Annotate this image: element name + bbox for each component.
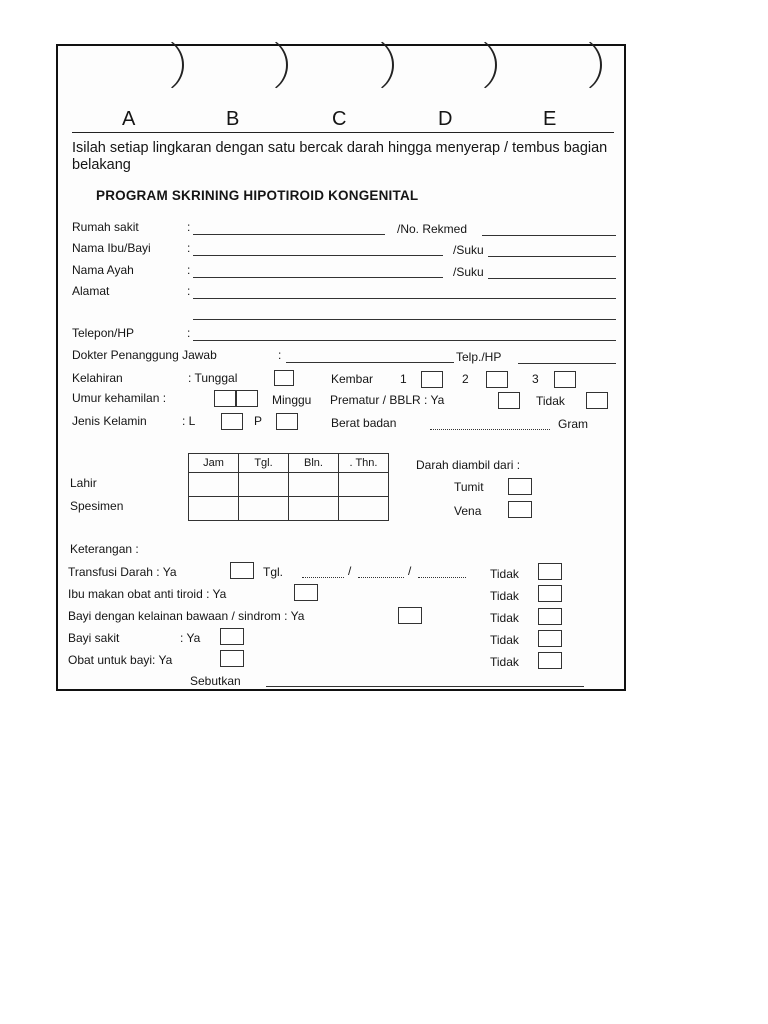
label-lahir: Lahir xyxy=(70,476,97,490)
table-header: Jam xyxy=(189,454,239,473)
label-prematur-tidak: Tidak xyxy=(536,394,565,408)
blood-spot-circle-c[interactable] xyxy=(348,36,394,94)
field-transfusi-thn[interactable] xyxy=(418,577,466,578)
label-bawaan-tidak: Tidak xyxy=(490,611,519,625)
header-divider xyxy=(72,132,614,133)
label-no-rekmed: /No. Rekmed xyxy=(397,222,468,236)
label-tunggal: : Tunggal xyxy=(188,371,238,385)
label-bayi-sakit: Bayi sakit xyxy=(68,631,120,645)
field-telp-hp[interactable] xyxy=(518,363,616,364)
checkbox-p[interactable] xyxy=(276,413,298,430)
label-obat-anti-tiroid: Ibu makan obat anti tiroid : Ya xyxy=(68,587,227,601)
checkbox-obat-tiroid-ya[interactable] xyxy=(294,584,318,601)
label-berat-badan: Berat badan xyxy=(331,416,397,430)
input-umur-digit-1[interactable] xyxy=(214,390,236,407)
instruction-text: Isilah setiap lingkaran dengan satu bercak darah hingga menyerap / tembus bagian belakang xyxy=(72,140,608,173)
label-jenis-kelamin: Jenis Kelamin xyxy=(72,414,147,428)
label-obat-bayi-tidak: Tidak xyxy=(490,655,519,669)
lahir-tgl-cell[interactable] xyxy=(239,473,289,497)
label-alamat: Alamat xyxy=(72,284,110,298)
field-suku-1[interactable] xyxy=(488,256,616,257)
label-kelainan-bawaan: Bayi dengan kelainan bawaan / sindrom : Ya xyxy=(68,609,305,623)
spesimen-thn-cell[interactable] xyxy=(339,497,389,521)
checkbox-transfusi-ya[interactable] xyxy=(230,562,254,579)
field-telepon[interactable] xyxy=(193,340,616,341)
screening-form-card: A B C D E Isilah setiap lingkaran dengan satu bercak darah hingga menyerap / tembus bagian belakang PROGRAM SKRINING HIPOTIROID KONGENITAL Rumah sakit : /No. Rekmed Nama Ibu/Bayi : /Suku Nama Ayah : /Suku Alamat : Telepon/HP : Dokter Penanggung Jawab : Telp./HP Kelahiran : Tunggal Kembar 1 2 3 Umur kehamilan : Minggu Prematur / BBLR : Ya Tidak Jenis Kelamin : L P Berat badan Gram Jam Tgl. Bln. . Thn. Lahir Spesimen Darah diambil dari : Tumit Vena Keterangan : Transfusi Darah : Ya Tgl. / / Tidak Ibu makan obat anti tiroid : Ya Tidak Bayi dengan kelainan bawaan / sindrom : Ya Tidak Bayi sakit : Ya Tidak Obat untuk bayi: Ya Tidak Sebutkan xyxy=(56,44,626,691)
circle-letter-b: B xyxy=(226,108,240,130)
field-rumah-sakit[interactable] xyxy=(193,234,385,235)
lahir-bln-cell[interactable] xyxy=(289,473,339,497)
table-header: Tgl. xyxy=(239,454,289,473)
spesimen-bln-cell[interactable] xyxy=(289,497,339,521)
label-suku-1: /Suku xyxy=(453,243,484,257)
label-spesimen: Spesimen xyxy=(70,499,124,513)
label-vena: Vena xyxy=(454,504,482,518)
lahir-thn-cell[interactable] xyxy=(339,473,389,497)
label-sebutkan: Sebutkan xyxy=(190,674,241,688)
label-l: : L xyxy=(182,414,196,428)
table-header: . Thn. xyxy=(339,454,389,473)
label-gram: Gram xyxy=(558,417,588,431)
circle-letter-a: A xyxy=(122,108,136,130)
label-umur-kehamilan: Umur kehamilan : xyxy=(72,391,167,405)
checkbox-bawaan-tidak[interactable] xyxy=(538,608,562,625)
lahir-spesimen-table xyxy=(188,453,389,521)
label-kembar-1: 1 xyxy=(400,372,407,386)
label-transfusi-tgl: Tgl. xyxy=(263,565,284,579)
blood-spot-circle-a[interactable] xyxy=(138,36,184,94)
label-transfusi: Transfusi Darah : Ya xyxy=(68,565,177,579)
checkbox-kembar-1[interactable] xyxy=(421,371,443,388)
checkbox-bawaan-ya[interactable] xyxy=(398,607,422,624)
label-darah-diambil: Darah diambil dari : xyxy=(416,458,521,472)
label-kelahiran: Kelahiran xyxy=(72,371,123,385)
label-prematur: Prematur / BBLR : Ya xyxy=(330,393,445,407)
field-alamat-2[interactable] xyxy=(193,319,616,320)
blood-spot-circle-b[interactable] xyxy=(242,36,288,94)
checkbox-l[interactable] xyxy=(221,413,243,430)
label-nama-ibu-bayi: Nama Ibu/Bayi xyxy=(72,241,151,255)
checkbox-obat-tiroid-tidak[interactable] xyxy=(538,585,562,602)
label-nama-ayah: Nama Ayah xyxy=(72,263,134,277)
checkbox-vena[interactable] xyxy=(508,501,532,518)
label-p: P xyxy=(254,414,263,428)
form-title: PROGRAM SKRINING HIPOTIROID KONGENITAL xyxy=(96,188,419,203)
checkbox-bayi-sakit-tidak[interactable] xyxy=(538,630,562,647)
label-transfusi-tidak: Tidak xyxy=(490,567,519,581)
label-telepon: Telepon/HP xyxy=(72,326,135,340)
checkbox-tumit[interactable] xyxy=(508,478,532,495)
checkbox-kembar-3[interactable] xyxy=(554,371,576,388)
field-sebutkan[interactable] xyxy=(266,686,584,687)
blood-spot-circle-d[interactable] xyxy=(451,36,497,94)
label-rumah-sakit: Rumah sakit xyxy=(72,220,139,234)
spesimen-tgl-cell[interactable] xyxy=(239,497,289,521)
label-kembar-2: 2 xyxy=(462,372,469,386)
checkbox-prematur-tidak[interactable] xyxy=(586,392,608,409)
checkbox-kembar-2[interactable] xyxy=(486,371,508,388)
checkbox-tunggal[interactable] xyxy=(274,370,294,386)
checkbox-prematur-ya[interactable] xyxy=(498,392,520,409)
circle-letter-e: E xyxy=(543,108,557,130)
label-tumit: Tumit xyxy=(454,480,484,494)
blood-spot-circle-e[interactable] xyxy=(556,36,602,94)
circle-letter-c: C xyxy=(332,108,347,130)
label-suku-2: /Suku xyxy=(453,265,484,279)
field-no-rekmed[interactable] xyxy=(482,235,616,236)
field-berat-badan[interactable] xyxy=(430,429,550,430)
label-kembar: Kembar xyxy=(331,372,374,386)
checkbox-obat-bayi-tidak[interactable] xyxy=(538,652,562,669)
field-alamat-1[interactable] xyxy=(193,298,616,299)
label-keterangan: Keterangan : xyxy=(70,542,139,556)
circle-letter-d: D xyxy=(438,108,453,130)
checkbox-obat-bayi-ya[interactable] xyxy=(220,650,244,667)
field-transfusi-bln[interactable] xyxy=(358,577,404,578)
label-dokter: Dokter Penanggung Jawab xyxy=(72,348,217,362)
label-telp-hp: Telp./HP xyxy=(456,350,502,364)
checkbox-transfusi-tidak[interactable] xyxy=(538,563,562,580)
field-transfusi-tgl[interactable] xyxy=(302,577,344,578)
input-umur-digit-2[interactable] xyxy=(236,390,258,407)
spesimen-jam-cell[interactable] xyxy=(189,497,239,521)
label-kembar-3: 3 xyxy=(532,372,539,386)
field-nama-ibu-bayi[interactable] xyxy=(193,255,443,256)
label-bayi-sakit-tidak: Tidak xyxy=(490,633,519,647)
label-obat-bayi: Obat untuk bayi: Ya xyxy=(68,653,173,667)
field-nama-ayah[interactable] xyxy=(193,277,443,278)
label-obat-tiroid-tidak: Tidak xyxy=(490,589,519,603)
table-header: Bln. xyxy=(289,454,339,473)
checkbox-bayi-sakit-ya[interactable] xyxy=(220,628,244,645)
field-suku-2[interactable] xyxy=(488,278,616,279)
label-minggu: Minggu xyxy=(272,393,312,407)
label-bayi-sakit-ya: : Ya xyxy=(180,631,201,645)
lahir-jam-cell[interactable] xyxy=(189,473,239,497)
field-dokter[interactable] xyxy=(286,362,454,363)
